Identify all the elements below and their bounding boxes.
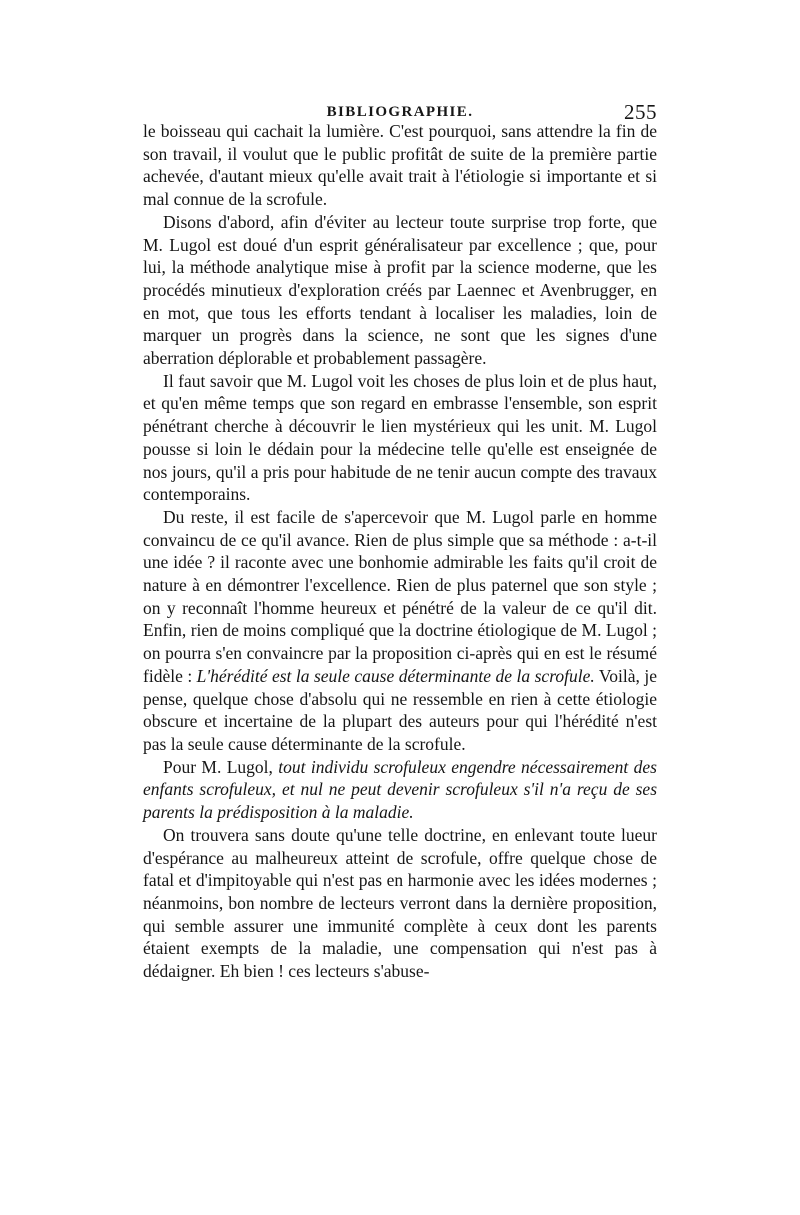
paragraph-5 — [143, 756, 657, 824]
body-text — [143, 120, 657, 983]
paragraph-4 — [143, 506, 657, 756]
paragraph-4-text-a: Du reste, il est facile de s'apercevoir que M. Lugol parle en homme convaincu de ce qu'il avance. Rien de plus simple que sa méthode : a-t-il une idée ? il raconte avec une bonhomie admirable les faits qu'il croit de nature à en démontrer l'excellence. Rien de plus paternel que son style ; on y reconnaît l'homme heureux et pénétré de la valeur de ce qu'il dit. Enfin, rien de moins compliqué que la doctrine étiologique de M. Lugol ; on pourra s'en convaincre par la proposition ci-après qui en est le résumé fidèle : — [143, 506, 657, 686]
paragraph-6: On trouvera sans doute qu'une telle doctrine, en enlevant toute lueur d'espérance au malheureux atteint de scrofule, offre quelque chose de fatal et d'impitoyable qui n'est pas en harmonie avec les idées modernes ; néanmoins, bon nombre de lecteurs verront dans la dernière proposition, qui semble assurer une immunité complète à ceux dont les parents étaient exempts de la maladie, une compensation qui n'est pas à dédaigner. Eh bien ! ces lecteurs s'abuse- — [143, 824, 657, 982]
paragraph-1: le boisseau qui cachait la lumière. C'est pourquoi, sans attendre la fin de son travail, il voulut que le public profitât de suite de la première partie achevée, d'autant mieux qu'elle avait trait à l'étiologie si importante et si mal connue de la scrofule. — [143, 121, 657, 210]
page-number: 255 — [624, 100, 657, 124]
paragraph-5-text-a: Pour M. Lugol, — [163, 756, 279, 777]
paragraph-4-italic-quote: L'hérédité est la seule cause déterminante de la scrofule. — [196, 665, 595, 686]
running-head: BIBLIOGRAPHIE. — [326, 104, 474, 120]
paragraph-5-italic-quote: tout individu scrofuleux engendre nécessairement des enfants scrofuleux, et nul ne peut devenir scrofuleux s'il n'a reçu de ses parents la prédisposition à la maladie. — [143, 756, 657, 823]
paragraph-3: Il faut savoir que M. Lugol voit les choses de plus loin et de plus haut, et qu'en même temps que son regard en embrasse l'ensemble, son esprit pénétrant cherche à découvrir le lien mystérieux qui les unit. M. Lugol pousse si loin le dédain pour la médecine telle qu'elle est enseignée de nos jours, qu'il a pris pour habitude de ne tenir aucun compte des travaux contemporains. — [143, 370, 657, 505]
paragraph-2: Disons d'abord, afin d'éviter au lecteur toute surprise trop forte, que M. Lugol est doué d'un esprit généralisateur par excellence ; que, pour lui, la méthode analytique mise à profit par la science moderne, que les procédés minutieux d'exploration créés par Laennec et Avenbrugger, en en mot, que tous les efforts tendant à localiser les maladies, loin de marquer un progrès dans la science, ne sont que les signes d'une aberration déplorable et probablement passagère. — [143, 211, 657, 369]
paragraph-4-text-c: Voilà, je pense, quelque chose d'absolu qui ne ressemble en rien à cette étiologie obscure et incertaine de la plupart des auteurs pour qui l'hérédité n'est pas la seule cause déterminante de la scrofule. — [143, 665, 657, 754]
